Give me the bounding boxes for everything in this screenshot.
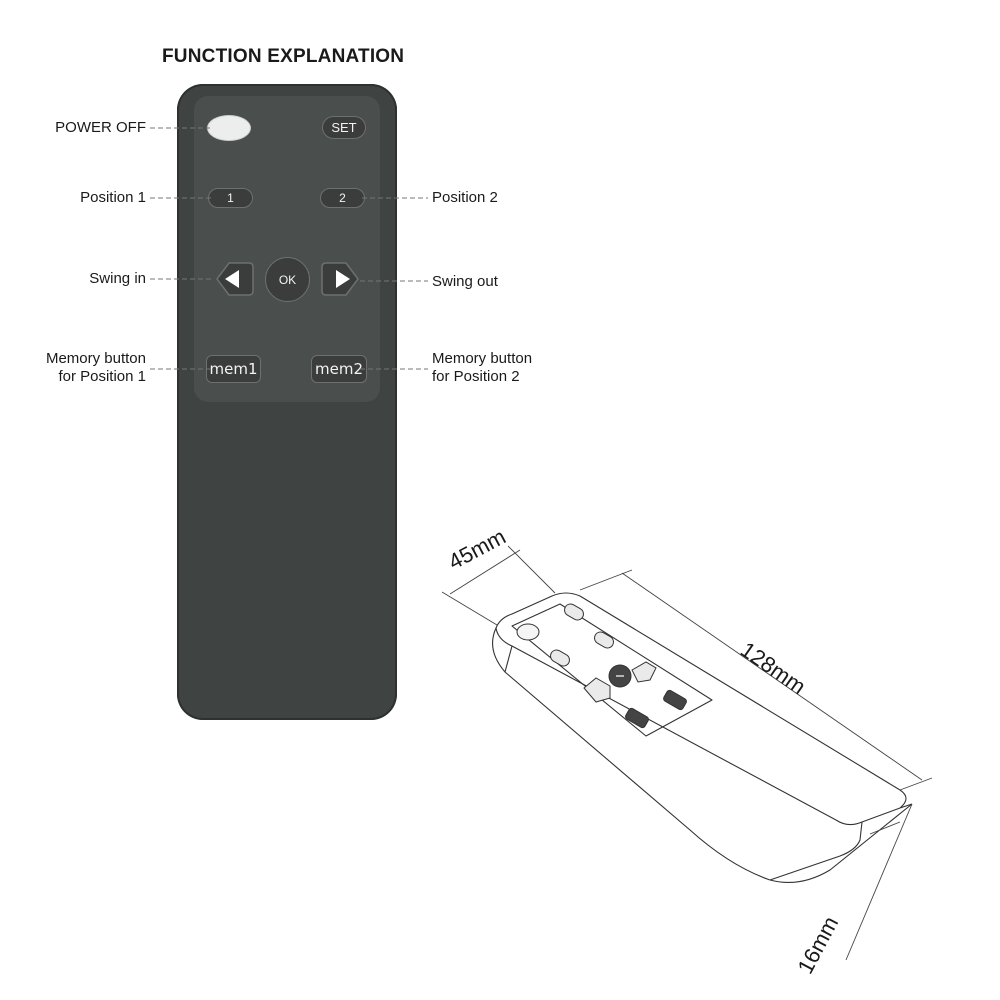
iso-power-button <box>517 624 539 640</box>
dimension-width: 45mm <box>444 523 510 575</box>
label-memory-1-line2: for Position 1 <box>58 368 146 385</box>
label-position-1: Position 1 <box>80 189 146 206</box>
label-position-2: Position 2 <box>432 189 498 206</box>
label-swing-in: Swing in <box>89 270 146 287</box>
dimension-lines <box>442 546 932 960</box>
dimension-length: 128mm <box>735 636 811 700</box>
label-swing-out: Swing out <box>432 273 498 290</box>
set-button[interactable]: SET <box>322 116 366 139</box>
position-1-button[interactable]: 1 <box>208 188 253 208</box>
label-memory-2-line2: for Position 2 <box>432 368 520 385</box>
label-memory-1-line1: Memory button <box>45 350 146 367</box>
label-memory-2-line1: Memory button <box>432 350 533 367</box>
dimension-thickness: 16mm <box>792 912 844 978</box>
position-2-button[interactable]: 2 <box>320 188 365 208</box>
leader-lines <box>150 128 428 369</box>
mem2-button[interactable]: mem2 <box>311 355 367 383</box>
ok-button[interactable]: OK <box>265 257 310 302</box>
label-power-off: POWER OFF <box>55 119 146 136</box>
isometric-remote <box>493 593 912 882</box>
page-title: FUNCTION EXPLANATION <box>162 46 405 67</box>
mem1-button[interactable]: mem1 <box>206 355 261 383</box>
